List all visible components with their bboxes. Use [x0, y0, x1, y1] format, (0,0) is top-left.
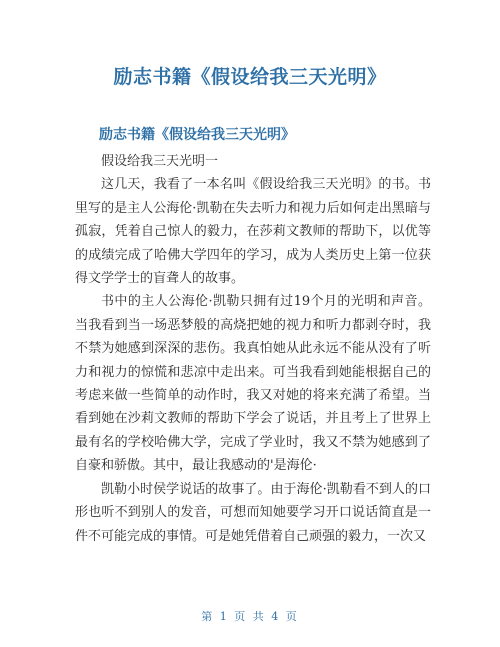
page-footer: 第 1 页 共 4 页 — [201, 610, 299, 623]
document-body — [75, 150, 431, 548]
paragraph: 凯勒小时侯学说话的故事了。由于海伦·凯勒看不到人的口形也听不到别人的发音，可想而知她要学习开口说话简直是一件不可能完成的事情。可是她凭借着自己顽强的毅力，一次又 — [75, 481, 431, 544]
document-subtitle: 励志书籍《假设给我三天光明》 — [99, 127, 295, 143]
paragraph: 书中的主人公海伦·凯勒只拥有过19个月的光明和声音。当我看到当一场恶梦般的高烧把她的视力和听力都剥夺时，我不禁为她感到深深的悲伤。我真怕她从此永远不能从没有了听力和视力的惊慌和悲凉中走出来。可当我看到她能根据自己的考虑来做一些简单的动作时，我又对她的将来充满了希望。当看到她在沙莉文教师的帮助下学会了说话，并且考上了世界上最有名的学校哈佛大学，完成了学业时，我又不禁为她感到了自豪和骄傲。其中，最让我感动的'是海伦· — [75, 294, 431, 474]
document-title: 励志书籍《假设给我三天光明》 — [113, 66, 387, 88]
paragraph: 这几天，我看了一本名叫《假设给我三天光明》的书。书里写的是主人公海伦·凯勒在失去听力和视力后如何走出黑暗与孤寂，凭着自己惊人的毅力，在莎莉文教师的帮助下，以优等的成绩完成了哈佛大学四年的学习，成为人类历史上第一位获得文学学士的盲聋人的故事。 — [75, 177, 431, 287]
paragraph-heading: 假设给我三天光明一 — [101, 154, 219, 169]
